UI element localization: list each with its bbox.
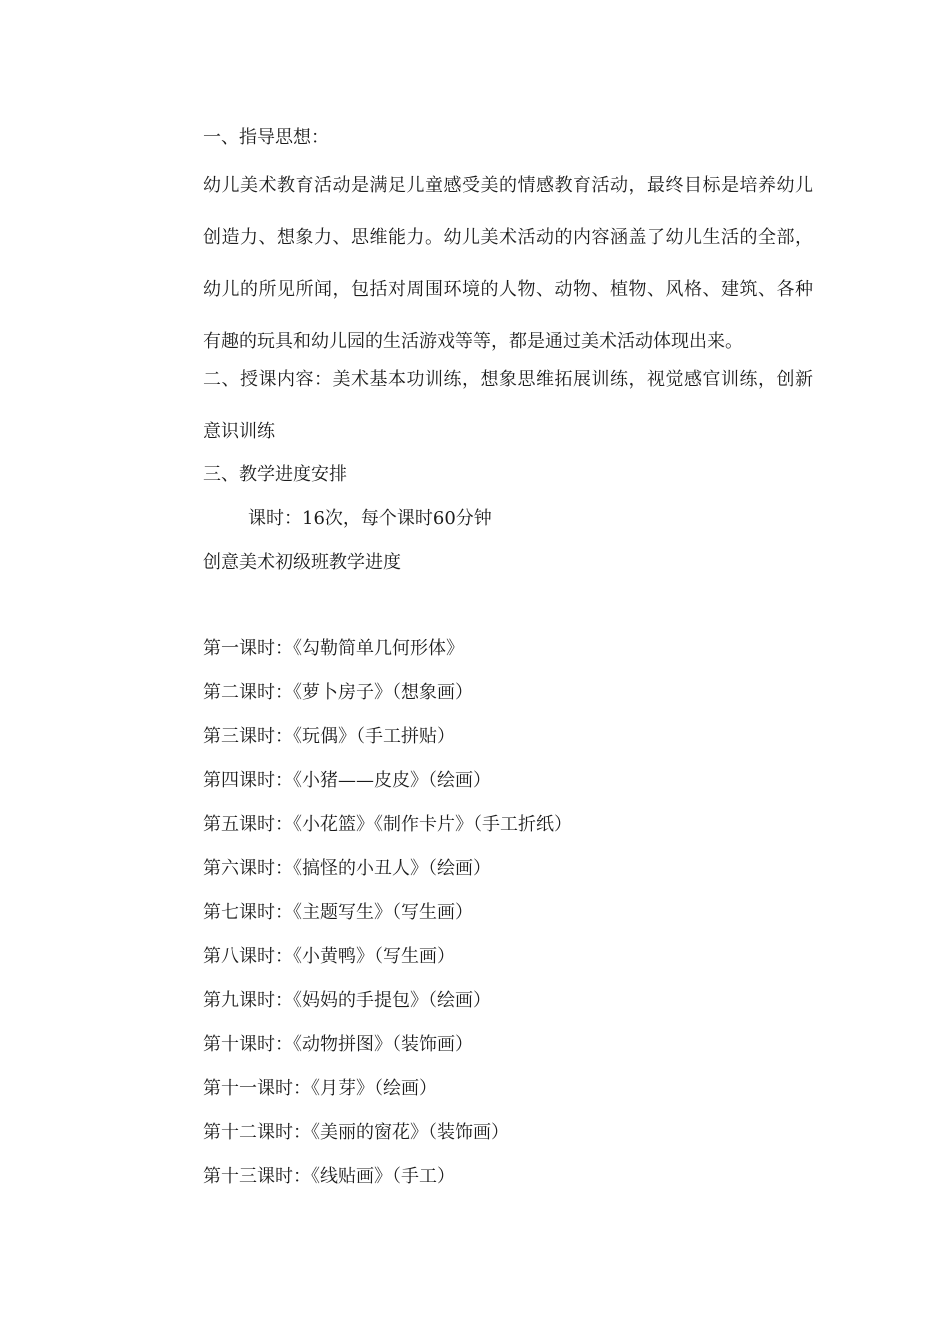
class-hours-note: 课时：16次，每个课时60分钟 bbox=[248, 508, 492, 529]
lesson-item: 第四课时：《小猪——皮皮》（绘画） bbox=[203, 770, 491, 791]
lesson-item: 第五课时：《小花篮》《制作卡片》（手工折纸） bbox=[203, 814, 572, 835]
lesson-item: 第二课时：《萝卜房子》（想象画） bbox=[203, 682, 473, 703]
lesson-item: 第十一课时：《月芽》（绘画） bbox=[203, 1078, 437, 1099]
section-2-text: 二、授课内容：美术基本功训练，想象思维拓展训练，视觉感官训练，创新意识训练 bbox=[203, 369, 813, 442]
lesson-item: 第十二课时：《美丽的窗花》（装饰画） bbox=[203, 1122, 509, 1143]
lesson-item: 第三课时：《玩偶》（手工拼贴） bbox=[203, 726, 455, 747]
lesson-item: 第十课时：《动物拼图》（装饰画） bbox=[203, 1034, 473, 1055]
section-1-body: 幼儿美术教育活动是满足儿童感受美的情感教育活动，最终目标是培养幼儿创造力、想象力、思维能力。幼儿美术活动的内容涵盖了幼儿生活的全部，幼儿的所见所闻，包括对周围环境的人物、动物、植物、风格、建筑、各种有趣的玩具和幼儿园的生活游戏等等，都是通过美术活动体现出来。 bbox=[203, 175, 813, 352]
lesson-item: 第一课时：《勾勒简单几何形体》 bbox=[203, 638, 464, 659]
lesson-item: 第七课时：《主题写生》（写生画） bbox=[203, 902, 473, 923]
lesson-item: 第八课时：《小黄鸭》（写生画） bbox=[203, 946, 455, 967]
course-title: 创意美术初级班教学进度 bbox=[203, 552, 401, 573]
section-1-heading: 一、指导思想： bbox=[203, 127, 329, 148]
lesson-item: 第六课时：《搞怪的小丑人》（绘画） bbox=[203, 858, 491, 879]
lesson-item: 第九课时：《妈妈的手提包》（绘画） bbox=[203, 990, 491, 1011]
lesson-item: 第十三课时：《线贴画》（手工） bbox=[203, 1166, 455, 1187]
section-3-heading: 三、教学进度安排 bbox=[203, 464, 347, 485]
